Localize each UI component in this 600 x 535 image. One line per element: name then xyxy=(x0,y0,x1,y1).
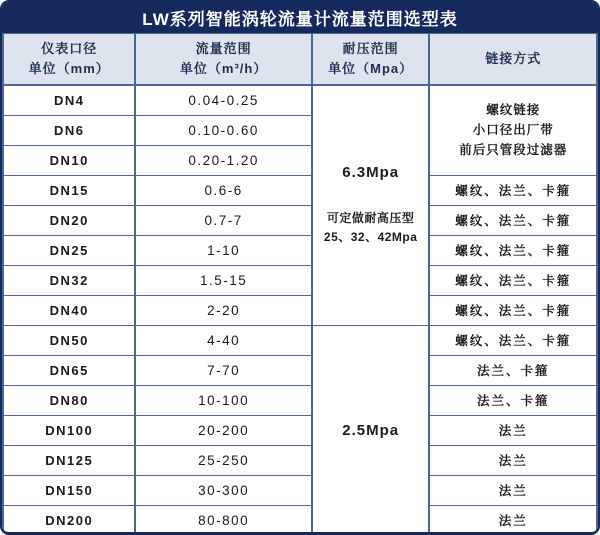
header-diameter xyxy=(3,34,135,86)
header-connection-line1: 链接方式 xyxy=(485,50,542,66)
range-cell: 25-250 xyxy=(135,445,311,475)
dn-cell: DN80 xyxy=(3,385,135,415)
pressure-top-value: 6.3Mpa xyxy=(342,164,400,182)
connection-cell: 法兰 xyxy=(429,475,597,505)
table-row xyxy=(3,475,597,505)
dn-cell: DN200 xyxy=(3,505,135,535)
spec-table xyxy=(2,33,598,535)
header-pressure xyxy=(312,34,430,86)
range-cell: 80-800 xyxy=(135,505,311,535)
table-row xyxy=(3,415,597,445)
dn-cell: DN125 xyxy=(3,445,135,475)
pressure-bottom-value: 2.5Mpa xyxy=(342,421,400,439)
dn-cell: DN4 xyxy=(3,85,135,115)
pressure-top-note-line1: 可定做耐高压型 xyxy=(326,211,415,226)
table-row xyxy=(3,445,597,475)
range-cell: 0.7-7 xyxy=(135,205,311,235)
range-cell: 2-20 xyxy=(135,295,311,325)
connection-cell-merged xyxy=(429,85,597,175)
dn-cell: DN15 xyxy=(3,175,135,205)
range-cell: 0.6-6 xyxy=(135,175,311,205)
connection-cell: 螺纹、法兰、卡箍 xyxy=(429,265,597,295)
header-flow-range xyxy=(135,34,311,86)
range-cell: 10-100 xyxy=(135,385,311,415)
table-row xyxy=(3,295,597,325)
header-pressure-line1: 耐压范围 xyxy=(342,40,399,56)
connection-merged-line3: 前后只管段过滤器 xyxy=(459,143,568,158)
connection-cell: 螺纹、法兰、卡箍 xyxy=(429,295,597,325)
pressure-cell-bottom xyxy=(312,325,430,535)
range-cell: 0.04-0.25 xyxy=(135,85,311,115)
table-row xyxy=(3,265,597,295)
header-flow-range-line1: 流量范围 xyxy=(195,40,252,56)
table-row xyxy=(3,355,597,385)
connection-merged-line1: 螺纹链接 xyxy=(486,103,541,118)
connection-cell: 法兰、卡箍 xyxy=(429,385,597,415)
table-row xyxy=(3,85,597,115)
range-cell: 20-200 xyxy=(135,415,311,445)
range-cell: 0.10-0.60 xyxy=(135,115,311,145)
header-diameter-line1: 仪表口径 xyxy=(41,40,98,56)
range-cell: 1.5-15 xyxy=(135,265,311,295)
range-cell: 4-40 xyxy=(135,325,311,355)
header-diameter-line2: 单位（mm） xyxy=(28,61,110,76)
dn-cell: DN32 xyxy=(3,265,135,295)
range-cell: 7-70 xyxy=(135,355,311,385)
connection-cell: 法兰 xyxy=(429,445,597,475)
table-row xyxy=(3,235,597,265)
dn-cell: DN100 xyxy=(3,415,135,445)
table-row xyxy=(3,175,597,205)
dn-cell: DN150 xyxy=(3,475,135,505)
table-title: LW系列智能涡轮流量计流量范围选型表 xyxy=(2,2,598,33)
range-cell: 1-10 xyxy=(135,235,311,265)
dn-cell: DN6 xyxy=(3,115,135,145)
dn-cell: DN50 xyxy=(3,325,135,355)
table-row xyxy=(3,205,597,235)
connection-merged-line2: 小口径出厂带 xyxy=(472,123,554,138)
range-cell: 30-300 xyxy=(135,475,311,505)
dn-cell: DN25 xyxy=(3,235,135,265)
table-row xyxy=(3,505,597,535)
connection-cell: 法兰 xyxy=(429,505,597,535)
connection-cell: 螺纹、法兰、卡箍 xyxy=(429,325,597,355)
header-row xyxy=(3,34,597,86)
connection-cell: 螺纹、法兰、卡箍 xyxy=(429,235,597,265)
connection-cell: 法兰、卡箍 xyxy=(429,355,597,385)
connection-cell: 螺纹、法兰、卡箍 xyxy=(429,205,597,235)
table-row xyxy=(3,325,597,355)
header-flow-range-line2: 单位（m³/h） xyxy=(179,61,268,76)
range-cell: 0.20-1.20 xyxy=(135,145,311,175)
header-connection xyxy=(429,34,597,86)
pressure-top-note xyxy=(313,209,429,246)
pressure-top-note-line2: 25、32、42Mpa xyxy=(323,229,418,244)
table-row xyxy=(3,385,597,415)
header-pressure-line2: 单位（Mpa） xyxy=(328,61,414,76)
dn-cell: DN40 xyxy=(3,295,135,325)
pressure-cell-top xyxy=(312,85,430,325)
connection-cell: 法兰 xyxy=(429,415,597,445)
dn-cell: DN20 xyxy=(3,205,135,235)
dn-cell: DN65 xyxy=(3,355,135,385)
connection-cell: 螺纹、法兰、卡箍 xyxy=(429,175,597,205)
dn-cell: DN10 xyxy=(3,145,135,175)
